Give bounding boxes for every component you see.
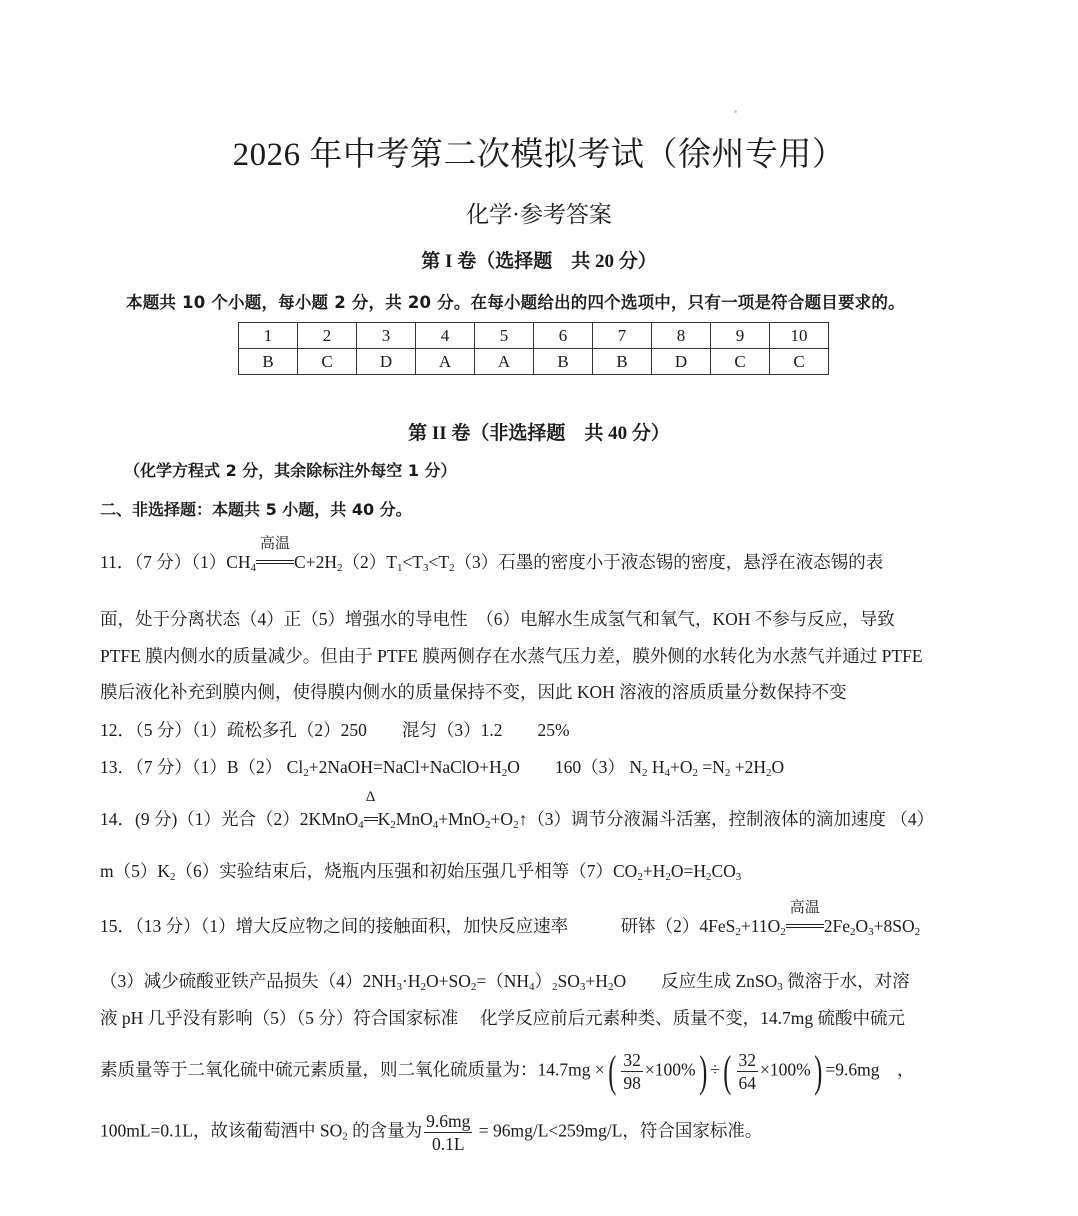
answer-cell: A [416, 349, 475, 375]
scoring-note: （化学方程式 2 分，其余除标注外每空 1 分） [124, 461, 457, 480]
q15-line5: 100mL=0.1L，故该葡萄酒中 $SO_2$ 的含量为 $\frac{9.6mg}{0.1L}$ = 96mg/L<259mg/L，符合国家标准。 [100, 1111, 763, 1154]
answer-cell: C [770, 349, 829, 375]
fraction: $\frac{32}{98}$ [623, 1050, 641, 1093]
question-number: 1 [239, 323, 298, 349]
question-number: 3 [357, 323, 416, 349]
q15-line1: 15．（13 分）（1）增大反应物之间的接触面积，加快反应速率 研钵$(2)4FeS_2+11O_2$ 高温 $2Fe_2O_3+8SO_2$ [100, 900, 921, 938]
q11-line2: 面，处于分离状态（4）正（5）增强水的导电性 （6）电解水生成氢气和氧气，KOH 不参与反应，导致 [100, 609, 895, 629]
q11-line4: 膜后液化补充到膜内侧，使得膜内侧水的质量保持不变，因此 KOH 溶液的溶质质量分数保持不变 [100, 682, 847, 702]
answer-cell: B [534, 349, 593, 375]
q15-line4: 素质量等于二氧化硫中硫元素质量，则二氧化硫质量为：14.7mg ×( $\frac{32}{98}$ ×100%) ÷( $\frac{32}{64}$ ×100%) =9.6mg ， [100, 1047, 915, 1096]
scan-speck [734, 110, 737, 113]
part1-instruction: 本题共 10 个小题，每小题 2 分，共 20 分。在每小题给出的四个选项中，只有一项是符合题目要求的。 [126, 293, 905, 312]
answer-cell: B [239, 349, 298, 375]
document-title: 2026 年中考第二次模拟考试（徐州专用） [232, 137, 846, 173]
gas-arrow-icon: ↑ [518, 809, 528, 829]
question-number: 4 [416, 323, 475, 349]
q15-line2: （3）减少硫酸亚铁产品损失$(4)2NH_3\cdot H_2O+SO_2=(NH_4)_2SO_3+H_2O$ 反应生成 ZnSO$_3$ 微溶于水，对溶 [100, 971, 910, 993]
q14-line1: 14．(9 分)（1）光合（2）2KMnO$_4$ Δ $K_2MnO_4+MnO_2+O_2↑(3)$调节分液漏斗活塞，控制液体的滴加速度 （4） [100, 789, 935, 831]
fraction: $\frac{32}{64}$ [738, 1050, 757, 1093]
reaction-condition: Δ [364, 809, 378, 830]
left-paren: ( [723, 1047, 732, 1096]
q11-line3: PTFE 膜内侧水的质量减少。但由于 PTFE 膜两侧存在水蒸气压力差，膜外侧的水转化为水蒸气并通过 PTFE [100, 646, 923, 666]
question-number: 7 [593, 323, 652, 349]
part2-heading: 第 II 卷（非选择题 共 40 分） [408, 423, 670, 444]
answer-cell: D [652, 349, 711, 375]
double-line-equals [256, 560, 294, 564]
right-paren: ) [814, 1047, 823, 1096]
answer-cell: D [357, 349, 416, 375]
answer-table-answers-row [239, 349, 829, 375]
answer-cell: B [593, 349, 652, 375]
q14-line2: $m(5)K_2(6)$实验结束后，烧瓶内压强和初始压强几乎相等$(7)CO_2+H_2O=H_2CO_3$ [100, 861, 742, 883]
answer-cell: A [475, 349, 534, 375]
answer-cell: C [711, 349, 770, 375]
q15-line3: 液 pH 几乎没有影响（5）（5 分）符合国家标准 化学反应前后元素种类、质量不变，14.7mg 硫酸中硫元 [100, 1008, 905, 1028]
question-number: 2 [298, 323, 357, 349]
answer-table [238, 322, 829, 375]
left-paren: ( [608, 1047, 617, 1096]
q11-line1: 11．（7 分）$(1)CH_4$ 高温 $C+2H_2(2)T_1<T_3<T_2(3)$石墨的密度小于液态锡的密度，悬浮在液态锡的表 [100, 536, 884, 574]
document-subtitle: 化学·参考答案 [466, 202, 612, 227]
part1-heading: 第 I 卷（选择题 共 20 分） [421, 251, 657, 272]
double-line-equals [364, 817, 378, 821]
question-number: 6 [534, 323, 593, 349]
question-number: 8 [652, 323, 711, 349]
section-title: 二、非选择题：本题共 5 小题，共 40 分。 [100, 500, 412, 519]
reaction-condition: 高温 [786, 916, 824, 937]
question-number: 9 [711, 323, 770, 349]
right-paren: ) [698, 1047, 707, 1096]
question-number: 10 [770, 323, 829, 349]
q12-line: 12．（5 分）（1）疏松多孔（2）250 混匀（3）1.2 25% [100, 720, 570, 740]
answer-table-numbers-row [239, 323, 829, 349]
fraction: $\frac{9.6mg}{0.1L}$ [426, 1111, 471, 1154]
double-line-equals [786, 924, 824, 928]
question-number: 5 [475, 323, 534, 349]
answer-cell: C [298, 349, 357, 375]
q13-line: 13．（7 分）（1）B（2） $Cl_2+2NaOH=NaCl+NaClO+H_2O$ 160（3） $N_2$ $H_4+O_2 =N_2 +2H_2O$ [100, 757, 785, 779]
reaction-condition: 高温 [256, 552, 294, 573]
